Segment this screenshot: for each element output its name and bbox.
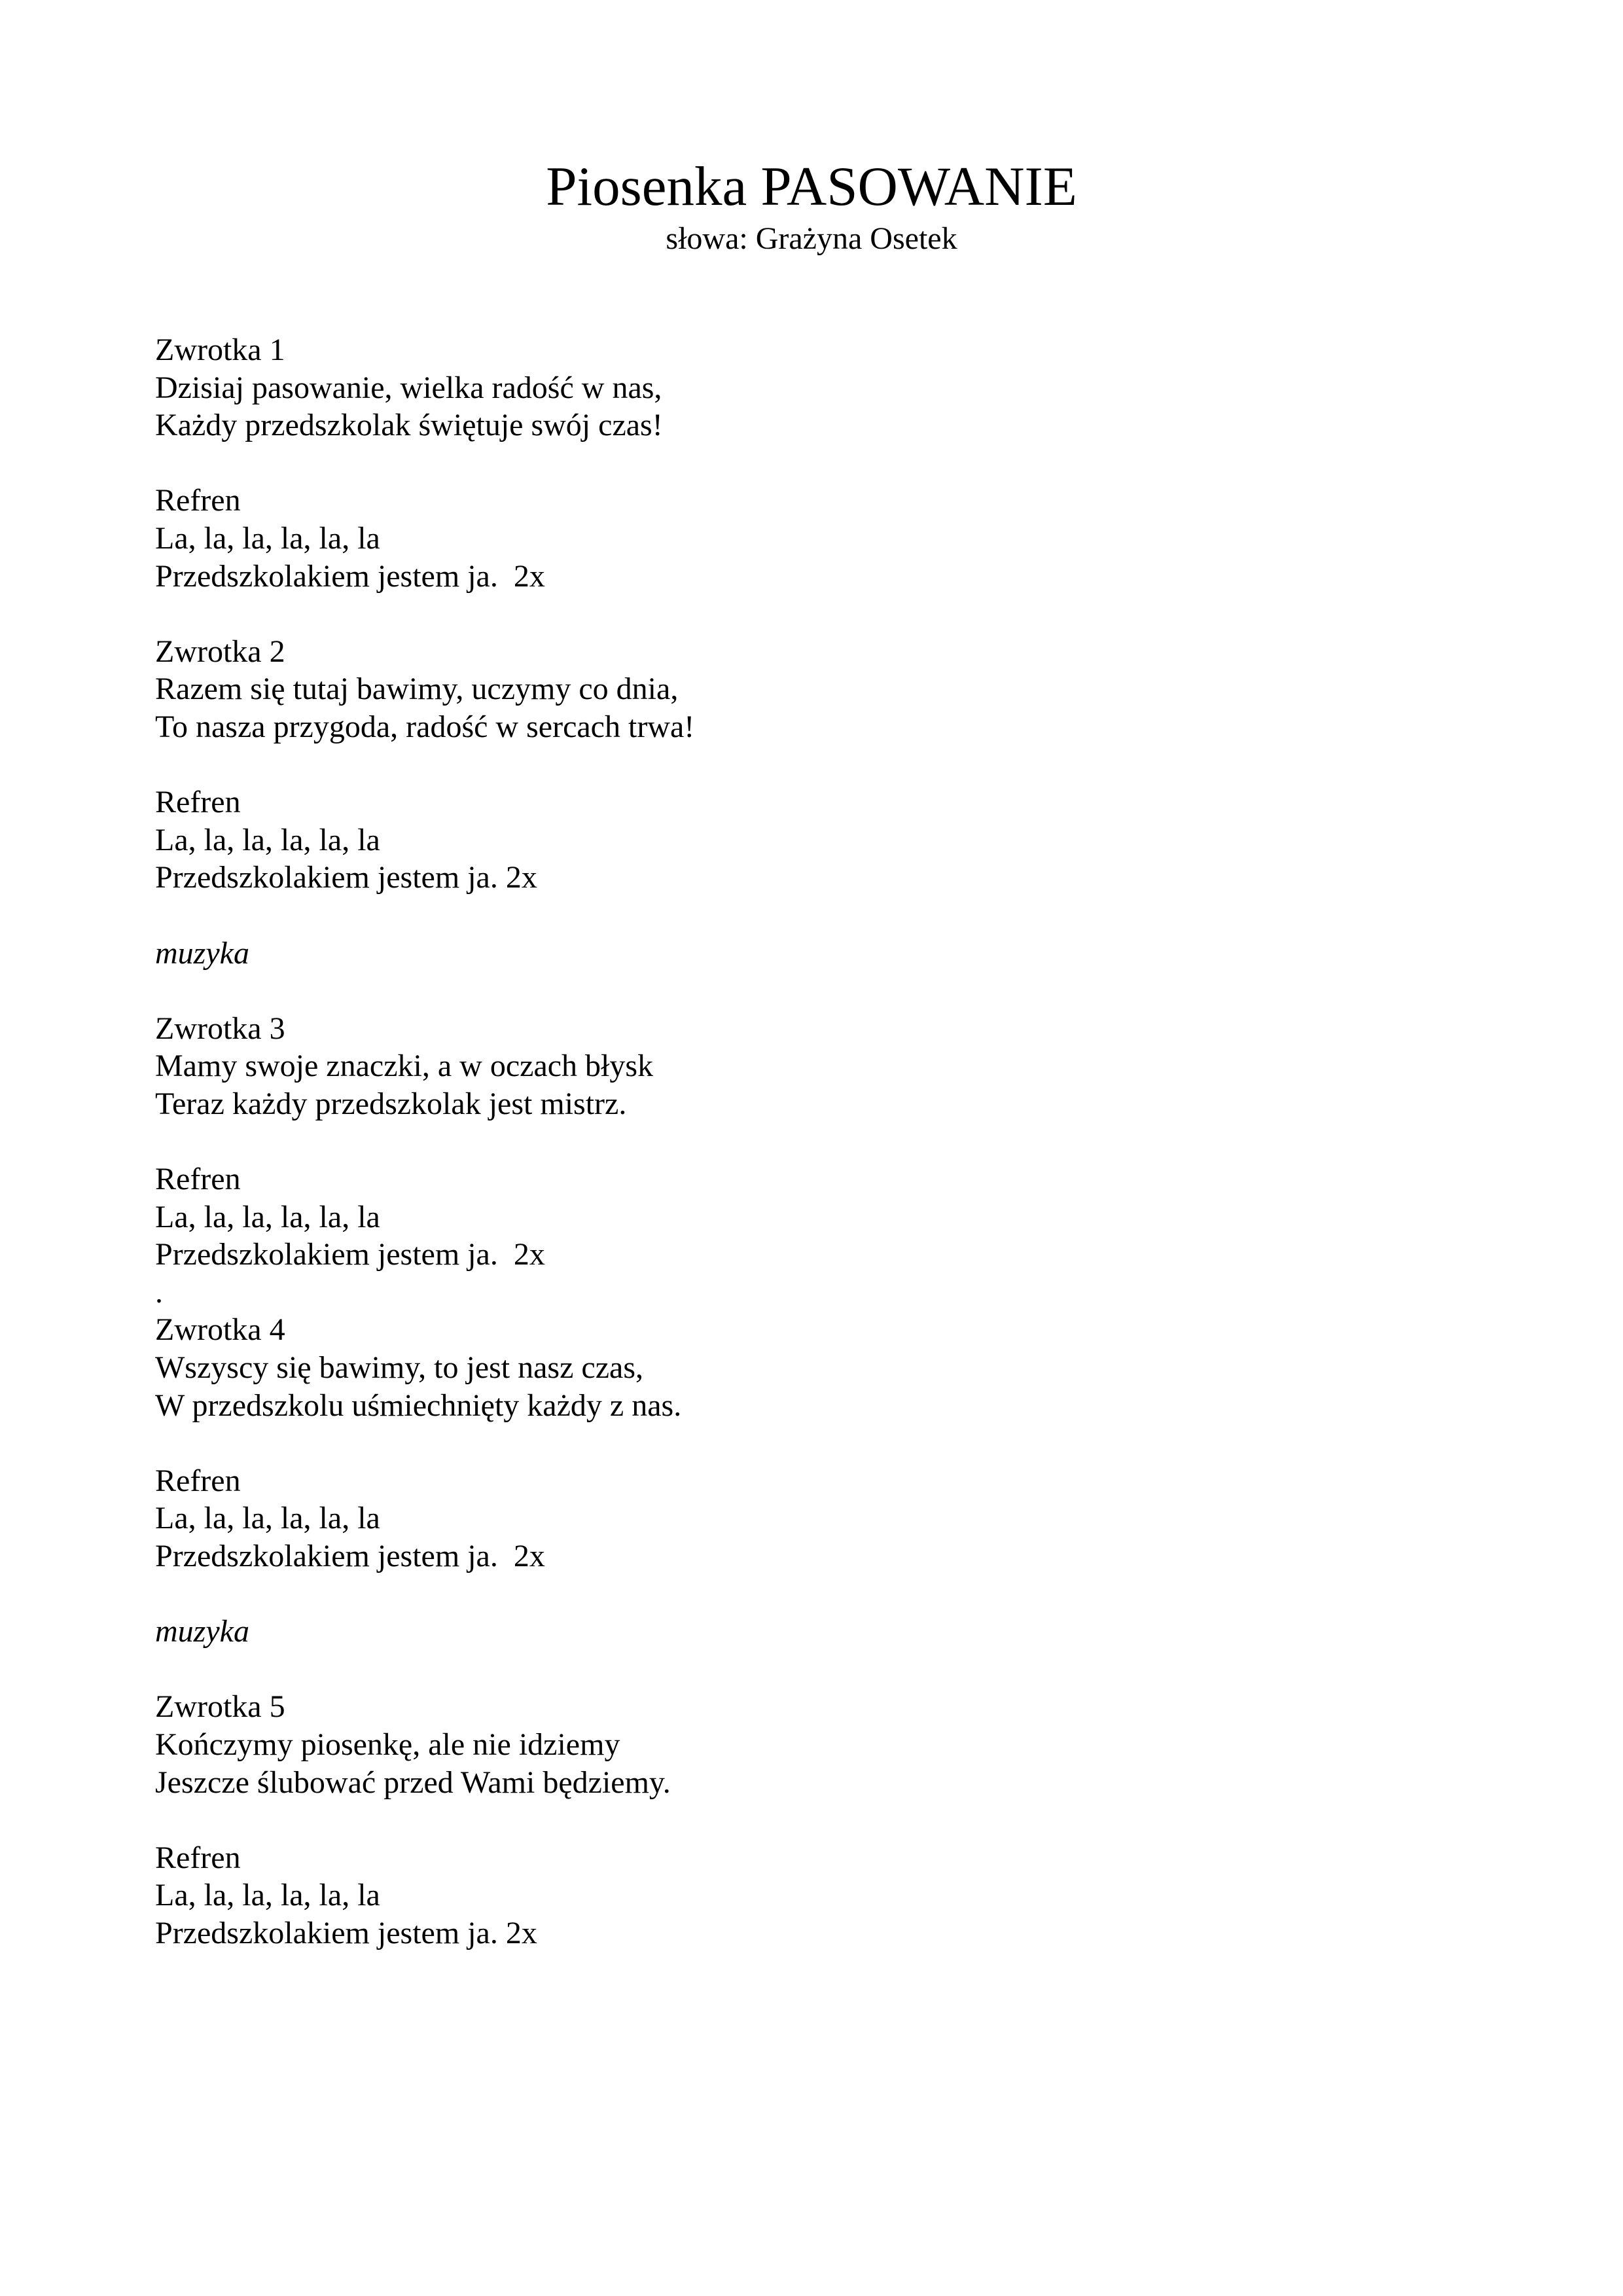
song-title: Piosenka PASOWANIE xyxy=(546,156,1077,217)
blank-line xyxy=(155,595,1464,633)
blank-line xyxy=(155,1801,1464,1839)
lyric-line: Kończymy piosenkę, ale nie idziemy xyxy=(155,1727,620,1762)
lyric-line: Przedszkolakiem jestem ja. 2x xyxy=(155,558,545,594)
lyric-line: Refren xyxy=(155,1840,241,1875)
lyric-line: Dzisiaj pasowanie, wielka radość w nas, xyxy=(155,370,662,405)
lyric-line: La, la, la, la, la, la xyxy=(155,1199,380,1234)
lyric-line: Przedszkolakiem jestem ja. 2x xyxy=(155,1915,537,1950)
lyric-line: Zwrotka 3 xyxy=(155,1011,285,1046)
blank-line xyxy=(155,1575,1464,1613)
lyric-line: Jeszcze ślubować przed Wami będziemy. xyxy=(155,1765,671,1800)
lyric-line: Każdy przedszkolak świętuje swój czas! xyxy=(155,408,663,443)
blank-line xyxy=(155,972,1464,1010)
lyric-line: Refren xyxy=(155,483,241,518)
lyric-line: Teraz każdy przedszkolak jest mistrz. xyxy=(155,1086,627,1121)
lyric-line: . xyxy=(155,1274,163,1310)
music-interlude-line: muzyka xyxy=(155,1614,249,1649)
document-header xyxy=(0,154,1623,259)
lyric-line: Refren xyxy=(155,785,241,820)
lyric-line: Przedszkolakiem jestem ja. 2x xyxy=(155,1237,545,1272)
lyrics-body xyxy=(155,331,1464,1952)
blank-line xyxy=(155,1122,1464,1160)
lyric-line: La, la, la, la, la, la xyxy=(155,1878,380,1913)
blank-line xyxy=(155,1651,1464,1689)
blank-line xyxy=(155,444,1464,482)
lyric-line: La, la, la, la, la, la xyxy=(155,1501,380,1536)
lyric-line: Zwrotka 1 xyxy=(155,332,285,367)
blank-line xyxy=(155,1424,1464,1462)
lyric-line: Zwrotka 2 xyxy=(155,634,285,669)
lyric-line: W przedszkolu uśmiechnięty każdy z nas. xyxy=(155,1388,682,1423)
blank-line xyxy=(155,897,1464,935)
lyric-line: Przedszkolakiem jestem ja. 2x xyxy=(155,1539,545,1573)
lyric-line: Zwrotka 5 xyxy=(155,1689,285,1725)
lyric-line: Przedszkolakiem jestem ja. 2x xyxy=(155,860,537,895)
blank-line xyxy=(155,746,1464,784)
lyric-line: La, la, la, la, la, la xyxy=(155,822,380,857)
lyric-line: La, la, la, la, la, la xyxy=(155,520,380,556)
lyric-line: Zwrotka 4 xyxy=(155,1312,285,1348)
lyric-line: To nasza przygoda, radość w sercach trwa! xyxy=(155,709,695,744)
lyric-line: Mamy swoje znaczki, a w oczach błysk xyxy=(155,1049,654,1084)
lyric-line: Refren xyxy=(155,1463,241,1498)
lyric-line: Razem się tutaj bawimy, uczymy co dnia, xyxy=(155,672,679,707)
lyrics-author: słowa: Grażyna Osetek xyxy=(666,221,957,256)
lyric-line: Wszyscy się bawimy, to jest nasz czas, xyxy=(155,1350,643,1386)
lyric-line: Refren xyxy=(155,1162,241,1197)
music-interlude-line: muzyka xyxy=(155,935,249,971)
